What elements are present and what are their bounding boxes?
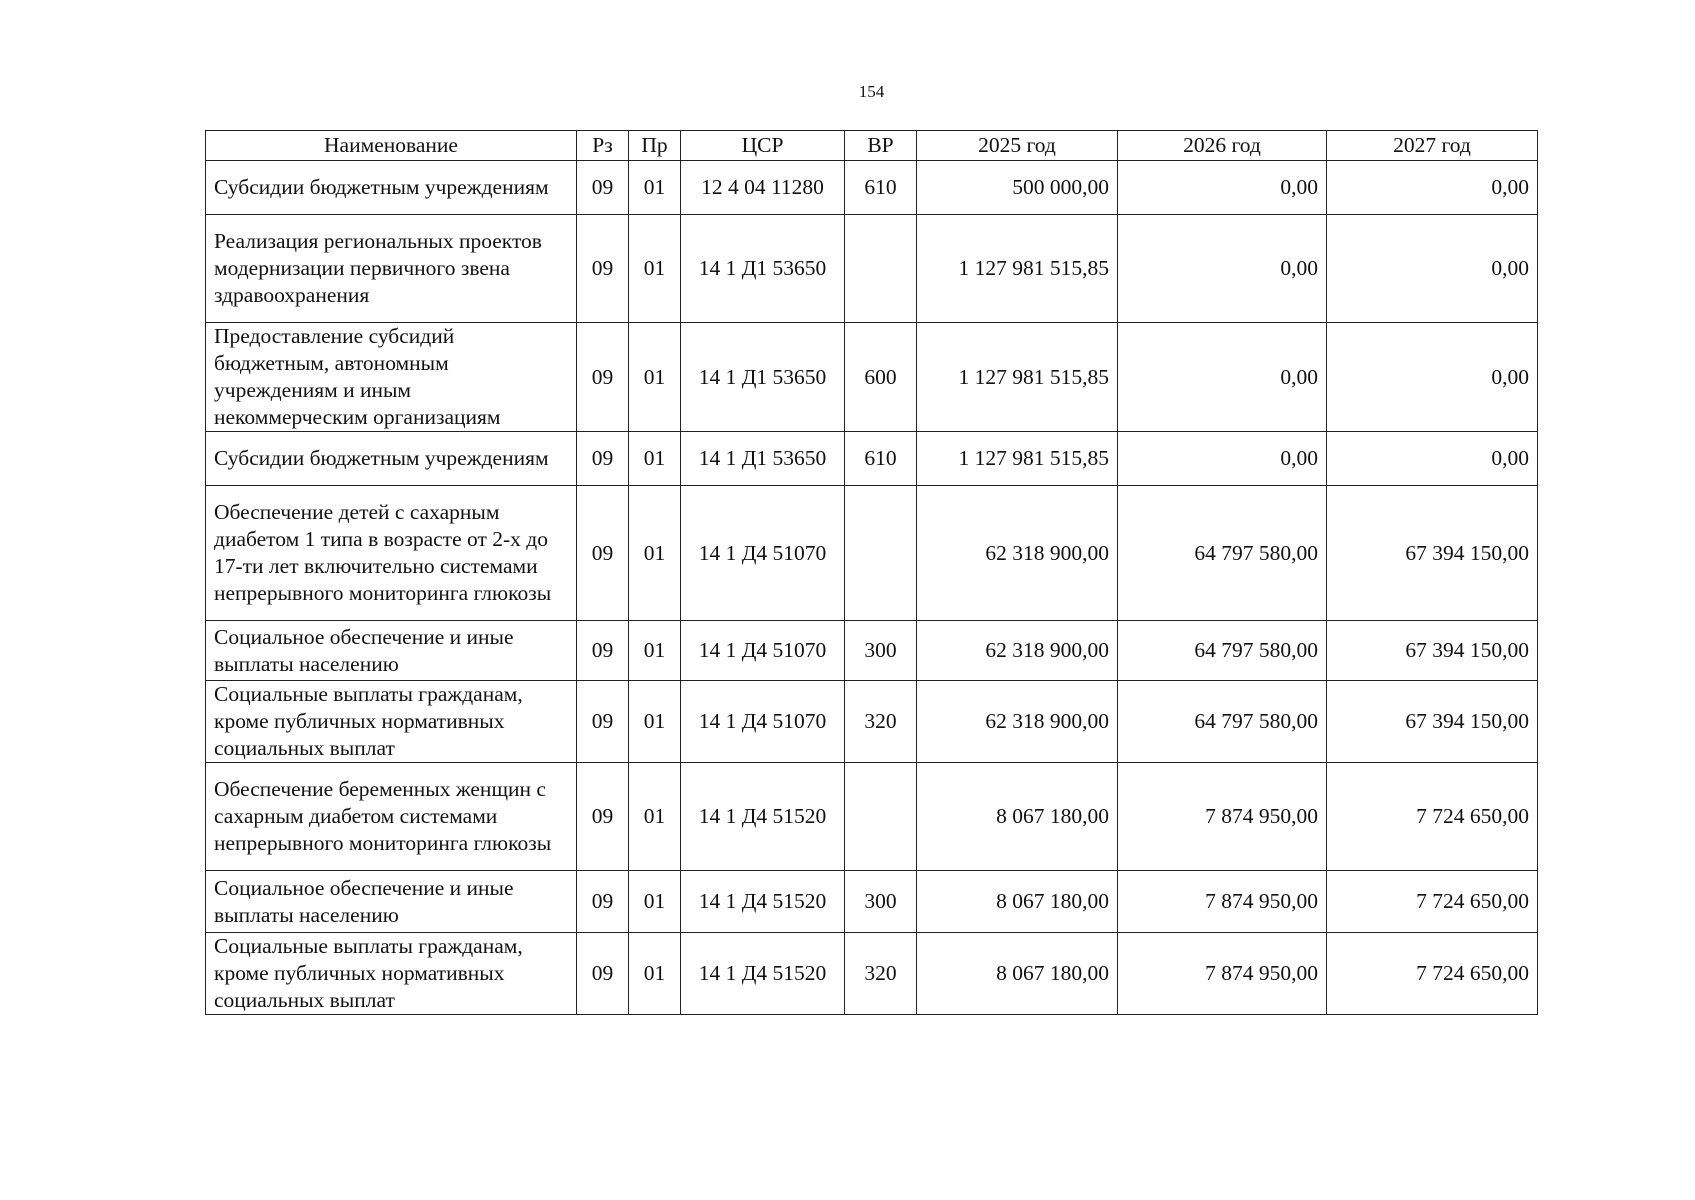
cell-vr: 320 xyxy=(845,681,917,763)
cell-pr: 01 xyxy=(629,933,681,1015)
cell-2025: 62 318 900,00 xyxy=(917,486,1118,621)
cell-name: Предоставление субсидий бюджетным, автономным учреждениям и иным некоммерческим организациям xyxy=(206,323,577,432)
cell-csr: 14 1 Д1 53650 xyxy=(681,215,845,323)
cell-2025: 1 127 981 515,85 xyxy=(917,323,1118,432)
cell-2026: 0,00 xyxy=(1118,432,1327,486)
cell-vr xyxy=(845,486,917,621)
header-csr: ЦСР xyxy=(681,131,845,161)
cell-2026: 64 797 580,00 xyxy=(1118,681,1327,763)
cell-pr: 01 xyxy=(629,621,681,681)
cell-2027: 0,00 xyxy=(1327,432,1538,486)
header-row xyxy=(206,131,1538,161)
cell-name: Обеспечение беременных женщин с сахарным диабетом системами непрерывного мониторинга глюкозы xyxy=(206,763,577,871)
table-row xyxy=(206,432,1538,486)
cell-csr: 14 1 Д1 53650 xyxy=(681,432,845,486)
budget-table xyxy=(205,130,1538,1015)
cell-name: Обеспечение детей с сахарным диабетом 1 типа в возрасте от 2-х до 17-ти лет включительно системами непрерывного мониторинга глюкозы xyxy=(206,486,577,621)
cell-2027: 7 724 650,00 xyxy=(1327,763,1538,871)
cell-2027: 67 394 150,00 xyxy=(1327,621,1538,681)
cell-2026: 0,00 xyxy=(1118,215,1327,323)
header-vr: ВР xyxy=(845,131,917,161)
cell-2026: 0,00 xyxy=(1118,323,1327,432)
cell-vr: 320 xyxy=(845,933,917,1015)
cell-rz: 09 xyxy=(577,432,629,486)
cell-csr: 14 1 Д4 51520 xyxy=(681,763,845,871)
cell-2025: 1 127 981 515,85 xyxy=(917,432,1118,486)
cell-pr: 01 xyxy=(629,323,681,432)
cell-rz: 09 xyxy=(577,215,629,323)
cell-2025: 8 067 180,00 xyxy=(917,871,1118,933)
cell-csr: 14 1 Д4 51070 xyxy=(681,621,845,681)
cell-rz: 09 xyxy=(577,681,629,763)
cell-csr: 12 4 04 11280 xyxy=(681,161,845,215)
cell-2025: 1 127 981 515,85 xyxy=(917,215,1118,323)
table-row xyxy=(206,323,1538,432)
cell-vr: 600 xyxy=(845,323,917,432)
table-row xyxy=(206,933,1538,1015)
cell-name: Реализация региональных проектов модернизации первичного звена здравоохранения xyxy=(206,215,577,323)
table-row xyxy=(206,763,1538,871)
cell-rz: 09 xyxy=(577,621,629,681)
cell-name: Субсидии бюджетным учреждениям xyxy=(206,432,577,486)
cell-csr: 14 1 Д4 51520 xyxy=(681,933,845,1015)
cell-name: Субсидии бюджетным учреждениям xyxy=(206,161,577,215)
cell-name: Социальные выплаты гражданам, кроме публичных нормативных социальных выплат xyxy=(206,681,577,763)
cell-vr: 300 xyxy=(845,871,917,933)
cell-rz: 09 xyxy=(577,161,629,215)
cell-name: Социальное обеспечение и иные выплаты населению xyxy=(206,871,577,933)
table-row xyxy=(206,621,1538,681)
cell-pr: 01 xyxy=(629,871,681,933)
cell-2025: 8 067 180,00 xyxy=(917,763,1118,871)
cell-2027: 7 724 650,00 xyxy=(1327,871,1538,933)
cell-rz: 09 xyxy=(577,486,629,621)
table-row xyxy=(206,486,1538,621)
cell-pr: 01 xyxy=(629,486,681,621)
cell-2025: 62 318 900,00 xyxy=(917,621,1118,681)
table-row xyxy=(206,161,1538,215)
cell-pr: 01 xyxy=(629,432,681,486)
cell-vr: 610 xyxy=(845,432,917,486)
header-name: Наименование xyxy=(206,131,577,161)
cell-rz: 09 xyxy=(577,933,629,1015)
page-number: 154 xyxy=(858,82,885,101)
cell-vr xyxy=(845,763,917,871)
cell-csr: 14 1 Д1 53650 xyxy=(681,323,845,432)
cell-2026: 7 874 950,00 xyxy=(1118,763,1327,871)
cell-vr: 610 xyxy=(845,161,917,215)
cell-vr: 300 xyxy=(845,621,917,681)
cell-2027: 67 394 150,00 xyxy=(1327,486,1538,621)
cell-2027: 0,00 xyxy=(1327,323,1538,432)
cell-2026: 7 874 950,00 xyxy=(1118,871,1327,933)
cell-2025: 62 318 900,00 xyxy=(917,681,1118,763)
cell-2026: 0,00 xyxy=(1118,161,1327,215)
cell-2026: 7 874 950,00 xyxy=(1118,933,1327,1015)
table-row xyxy=(206,215,1538,323)
header-pr: Пр xyxy=(629,131,681,161)
header-2025: 2025 год xyxy=(917,131,1118,161)
cell-csr: 14 1 Д4 51070 xyxy=(681,681,845,763)
cell-2027: 0,00 xyxy=(1327,215,1538,323)
cell-rz: 09 xyxy=(577,323,629,432)
header-rz: Рз xyxy=(577,131,629,161)
cell-2025: 500 000,00 xyxy=(917,161,1118,215)
header-2026: 2026 год xyxy=(1118,131,1327,161)
cell-pr: 01 xyxy=(629,681,681,763)
cell-csr: 14 1 Д4 51070 xyxy=(681,486,845,621)
cell-2025: 8 067 180,00 xyxy=(917,933,1118,1015)
cell-2027: 0,00 xyxy=(1327,161,1538,215)
cell-2027: 67 394 150,00 xyxy=(1327,681,1538,763)
cell-2027: 7 724 650,00 xyxy=(1327,933,1538,1015)
cell-2026: 64 797 580,00 xyxy=(1118,621,1327,681)
cell-pr: 01 xyxy=(629,215,681,323)
cell-name: Социальное обеспечение и иные выплаты населению xyxy=(206,621,577,681)
cell-pr: 01 xyxy=(629,763,681,871)
cell-rz: 09 xyxy=(577,871,629,933)
cell-name: Социальные выплаты гражданам, кроме публичных нормативных социальных выплат xyxy=(206,933,577,1015)
cell-rz: 09 xyxy=(577,763,629,871)
table-row xyxy=(206,681,1538,763)
cell-csr: 14 1 Д4 51520 xyxy=(681,871,845,933)
cell-2026: 64 797 580,00 xyxy=(1118,486,1327,621)
cell-pr: 01 xyxy=(629,161,681,215)
table-row xyxy=(206,871,1538,933)
header-2027: 2027 год xyxy=(1327,131,1538,161)
cell-vr xyxy=(845,215,917,323)
